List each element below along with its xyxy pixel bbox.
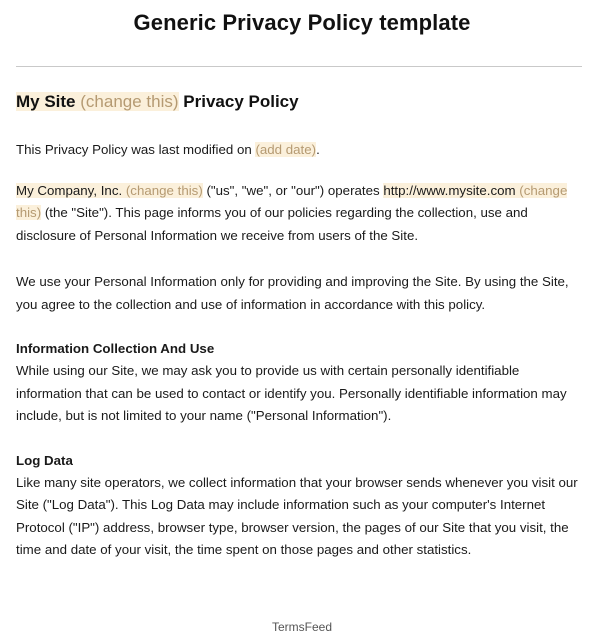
log-data-paragraph: Like many site operators, we collect information that your browser sends whenever you visit our Site ("Log Data"). This Log Data may include information such as your computer's Internet Protocol ("IP") address, browser type, browser version, the pages of our Site that you visit, the time and date of your visit, the time spent on those pages and other statistics. <box>16 474 578 557</box>
collection-paragraph: While using our Site, we may ask you to provide us with certain personally identifiable information that can be used to contact or identify you. Personally identifiable information may include, but is not limited to your name ("Personal Information"). <box>16 363 567 423</box>
collection-section-title: Information Collection And Use <box>16 341 215 356</box>
policy-heading <box>16 90 586 114</box>
last-modified-end: . <box>316 142 320 157</box>
site-name <box>16 92 179 111</box>
log-data-section-title: Log Data <box>16 452 73 468</box>
intro-pronouns: ("us", "we", or "our") operates <box>206 182 380 198</box>
company-name <box>16 183 203 198</box>
title-divider <box>16 66 582 67</box>
company-placeholder: (change this) <box>125 182 203 198</box>
usage-paragraph: We use your Personal Information only for providing and improving the Site. By using the Site, you agree to the collection and use of information in accordance with this policy. <box>16 274 569 312</box>
company-name-text: My Company, Inc. <box>16 182 123 198</box>
site-name-text: My Site <box>16 92 76 111</box>
site-name-placeholder: (change this) <box>80 92 179 111</box>
policy-body <box>16 90 586 562</box>
intro-rest: (the "Site"). This page informs you of our policies regarding the collection, use and disclosure of Personal Information we receive from users of the Site. <box>16 205 528 243</box>
site-url-text: http://www.mysite.com <box>383 182 516 198</box>
policy-heading-suffix: Privacy Policy <box>183 92 299 111</box>
document-title: Generic Privacy Policy template <box>133 10 471 35</box>
last-modified-paragraph <box>16 139 586 162</box>
url-placeholder: (change this) <box>16 182 568 220</box>
footer-brand: TermsFeed <box>271 620 333 634</box>
last-modified-text: This Privacy Policy was last modified on <box>16 142 252 157</box>
date-placeholder: (add date) <box>255 142 317 157</box>
intro-paragraph <box>16 180 586 248</box>
